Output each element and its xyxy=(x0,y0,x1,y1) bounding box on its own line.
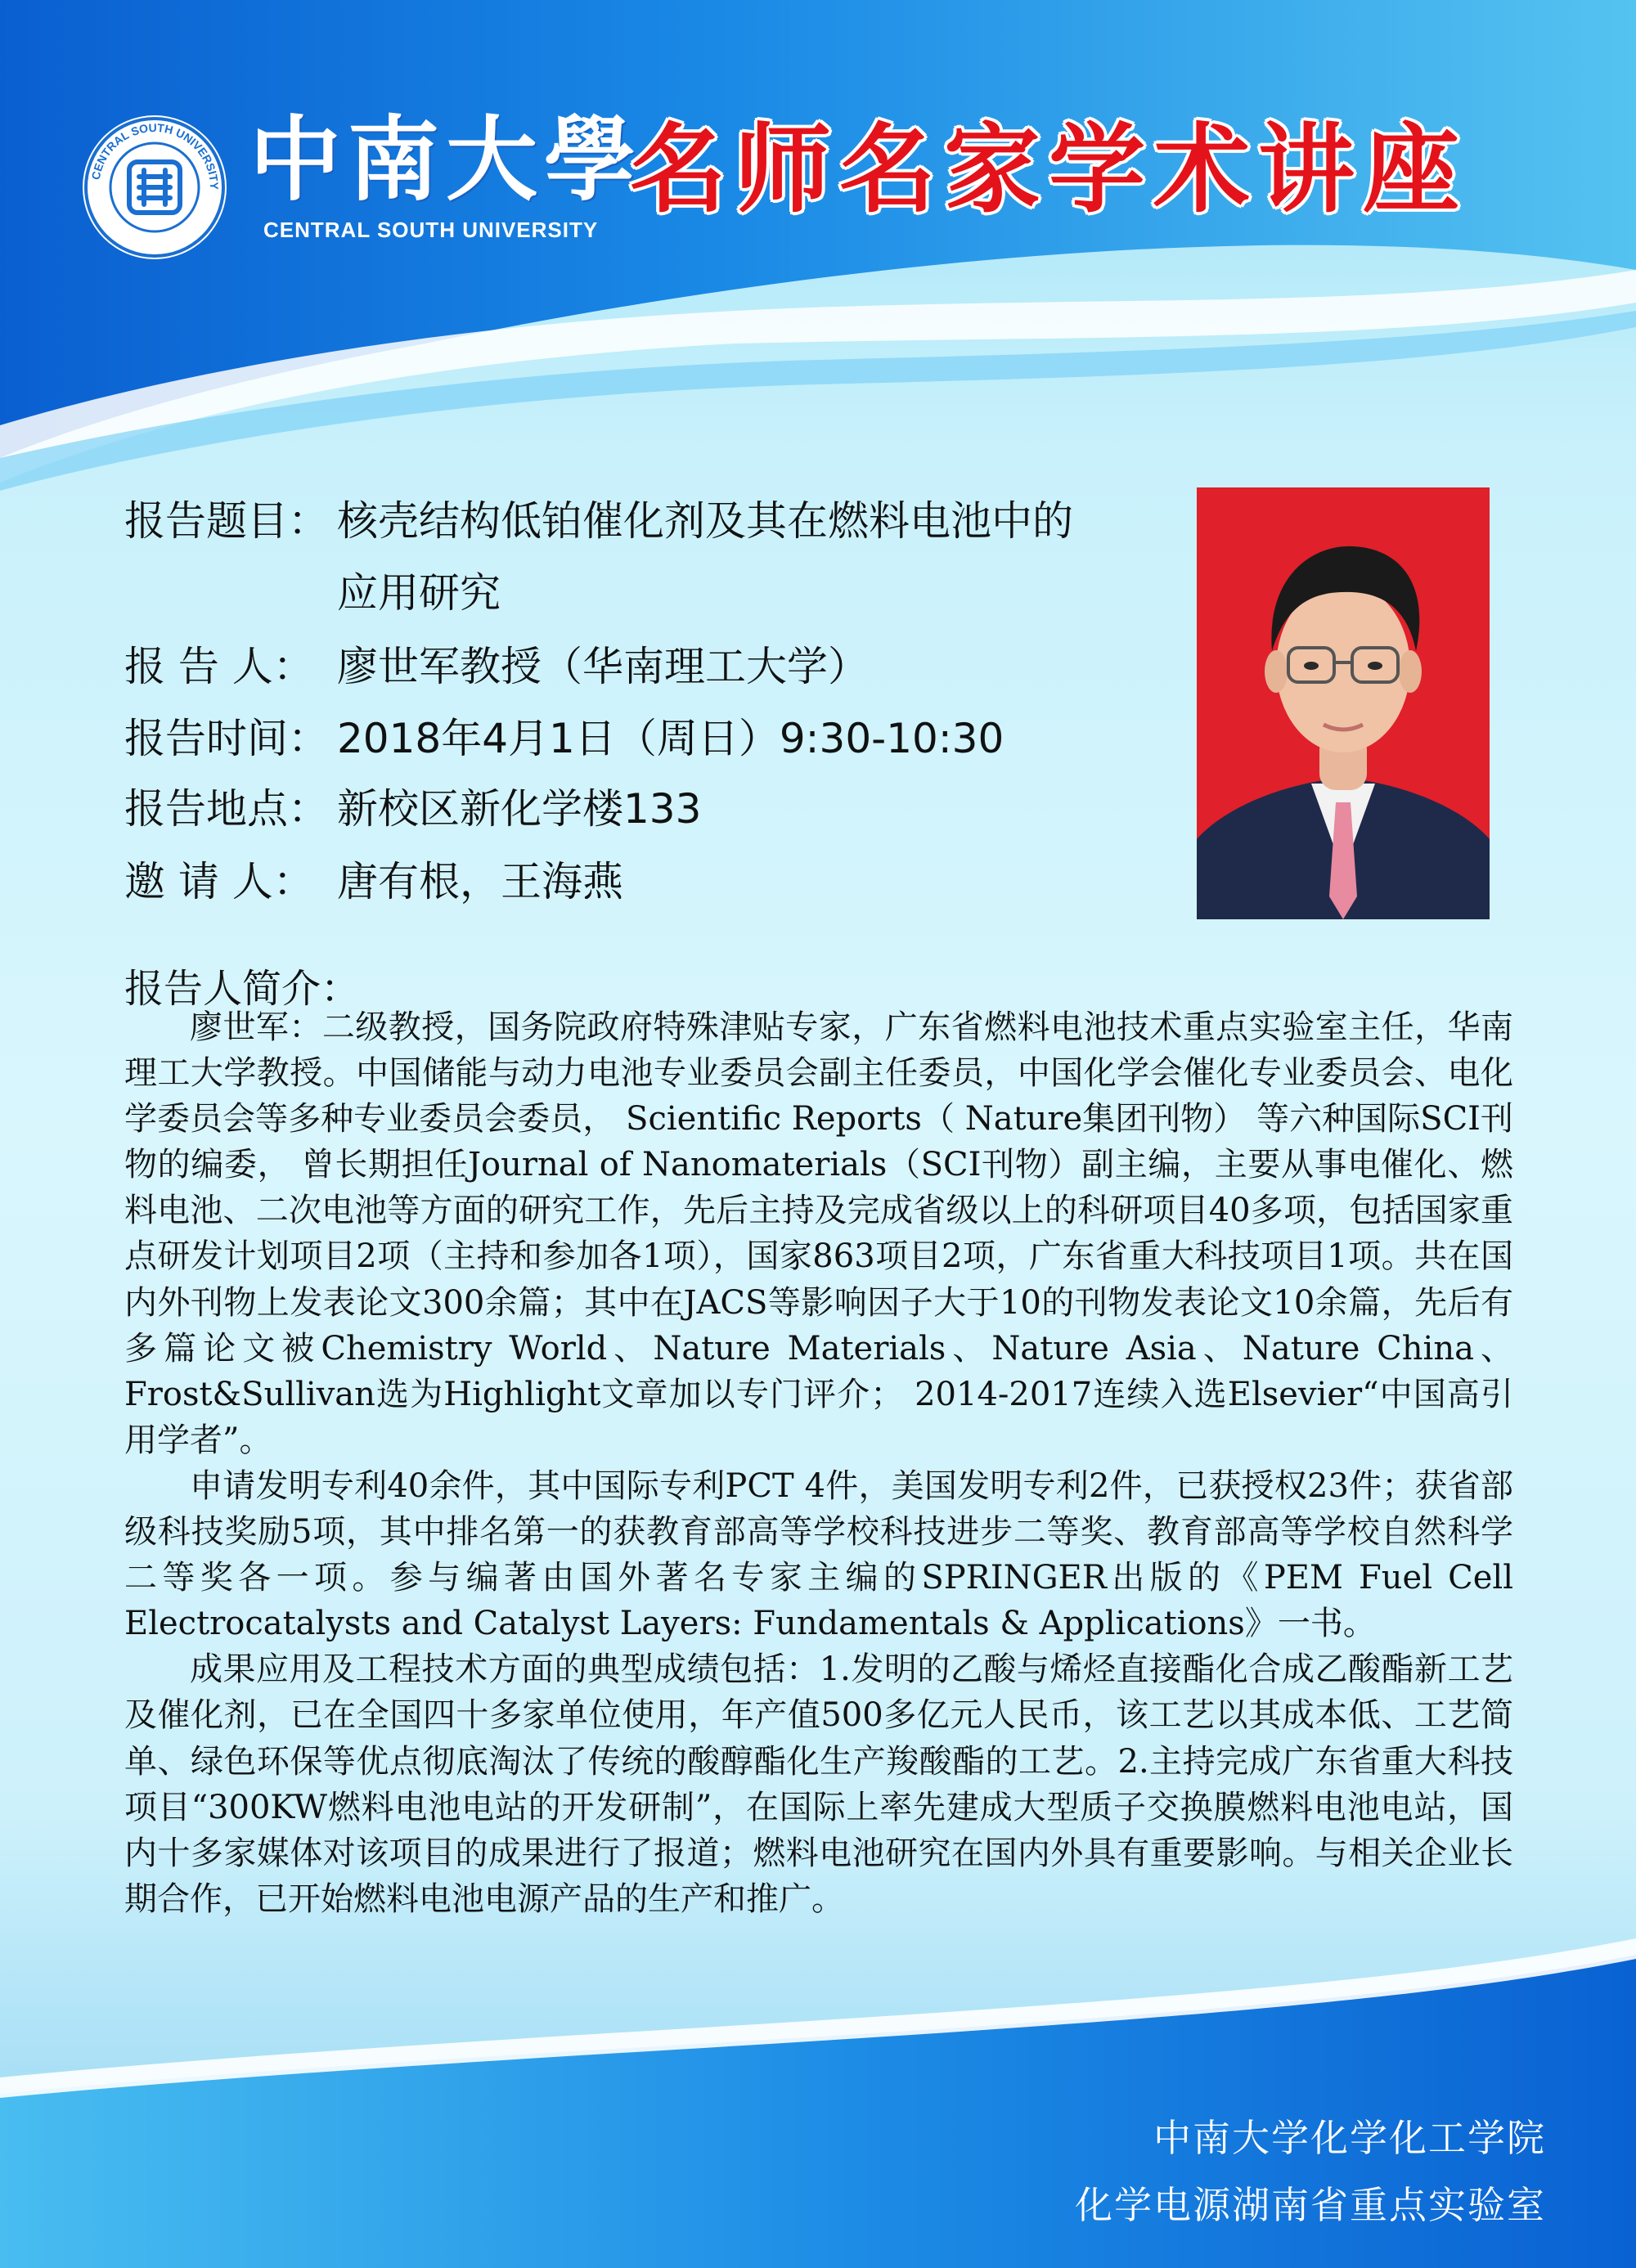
university-name-cn: 中南大學 xyxy=(249,106,642,213)
inviter-label: 邀 请 人： xyxy=(124,858,314,905)
lecture-series-title: 名师名家学术讲座 xyxy=(630,113,1468,226)
footer-organizer: 中南大学化学化工学院 xyxy=(1153,2116,1546,2160)
inviter-value: 唐有根，王海燕 xyxy=(337,858,623,905)
speaker-value: 廖世军教授（华南理工大学） xyxy=(337,643,869,690)
bio-paragraph: 廖世军：二级教授，国务院政府特殊津贴专家，广东省燃料电池技术重点实验室主任，华南理工大学教授。中国储能与动力电池专业委员会副主任委员，中国化学会催化专业委员会、电化学委员会等多种专业委员会委员， Scientific Reports（ Nature集团刊物） 等六种国际SCI刊物的编委， 曾长期担任Journal of Nanomaterials（SCI刊物）副主编，主要从事电催化、燃料电池、二次电池等方面的研究工作，先后主持及完成省级以上的科研项目40多项，包括国家重点研发计划项目2项（主持和参加各1项），国家863项目2项，广东省重大科技项目1项。共在国内外刊物上发表论文300余篇；其中在JACS等影响因子大于10的刊物发表论文10余篇，先后有多篇论文被Chemistry World、Nature Materials、Nature Asia、Nature China、Frost&Sullivan选为Highlight文章加以专门评介； 2014-2017连续入选Elsevier“中国高引用学者”。 xyxy=(124,1008,1513,1459)
seal-ring-text: CENTRAL SOUTH UNIVERSITY xyxy=(88,120,222,191)
speaker-row xyxy=(124,643,869,690)
speaker-label: 报 告 人： xyxy=(124,643,314,690)
topic-row xyxy=(124,497,1073,545)
place-label: 报告地点： xyxy=(124,785,329,833)
time-value: 2018年4月1日（周日）9:30-10:30 xyxy=(337,715,1005,762)
bio-paragraph: 成果应用及工程技术方面的典型成绩包括：1.发明的乙酸与烯烃直接酯化合成乙酸酯新工艺及催化剂，已在全国四十多家单位使用，年产值500多亿元人民币，该工艺以其成本低、工艺简单、绿色环保等优点彻底淘汰了传统的酸醇酯化生产羧酸酯的工艺。2.主持完成广东省重大科技项目“300KW燃料电池电站的开发研制”，在国际上率先建成大型质子交换膜燃料电池电站，国内十多家媒体对该项目的成果进行了报道；燃料电池研究在国内外具有重要影响。与相关企业长期合作，已开始燃料电池电源产品的生产和推广。 xyxy=(124,1650,1513,1918)
footer-lab: 化学电源湖南省重点实验室 xyxy=(1075,2183,1546,2227)
place-value: 新校区新化学楼133 xyxy=(337,785,702,833)
bio-paragraph: 申请发明专利40余件，其中国际专利PCT 4件，美国发明专利2件，已获授权23件；获省部级科技奖励5项，其中排名第一的获教育部高等学校科技进步二等奖、教育部高等学校自然科学二等奖各一项。参与编著由国外著名专家主编的SPRINGER出版的《PEM Fuel Cell Electrocatalysts and Catalyst Layers: Fundamentals & Applications》一书。 xyxy=(124,1466,1513,1643)
university-name-en: CENTRAL SOUTH UNIVERSITY xyxy=(263,218,599,242)
inviter-row xyxy=(124,858,623,905)
bio-heading: 报告人简介： xyxy=(124,966,361,1012)
place-row xyxy=(124,785,702,833)
time-row xyxy=(124,715,1005,762)
speaker-portrait xyxy=(1197,487,1490,919)
time-label: 报告时间： xyxy=(124,715,329,762)
topic-label: 报告题目： xyxy=(124,497,329,545)
university-seal-logo xyxy=(80,113,229,262)
topic-value: 核壳结构低铂催化剂及其在燃料电池中的 xyxy=(337,497,1073,545)
bio-body xyxy=(124,1004,1513,1922)
topic-continuation: 应用研究 xyxy=(337,569,501,617)
